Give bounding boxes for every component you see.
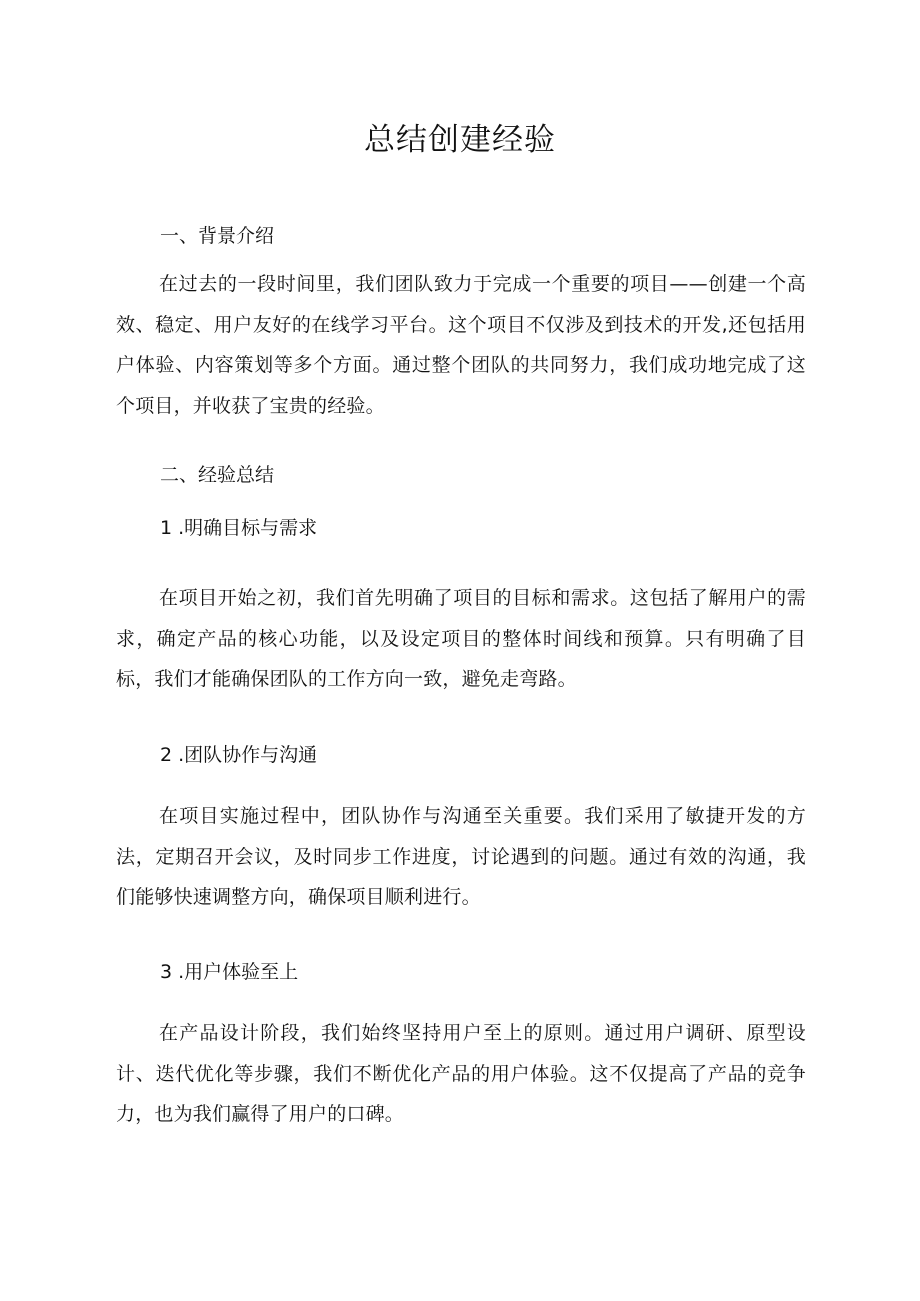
section-heading-summary: 二、经验总结	[160, 464, 275, 486]
subheading-teamwork: 2 .团队协作与沟通	[160, 744, 318, 766]
paragraph-goals: 在项目开始之初，我们首先明确了项目的目标和需求。这包括了解用户的需求，确定产品的核心功能，以及设定项目的整体时间线和预算。只有明确了目标，我们才能确保团队的工作方向一致，避免走弯路。	[116, 587, 806, 690]
paragraph-teamwork: 在项目实施过程中，团队协作与沟通至关重要。我们采用了敏捷开发的方法，定期召开会议，及时同步工作进度，讨论遇到的问题。通过有效的沟通，我们能够快速调整方向，确保项目顺利进行。	[116, 805, 806, 908]
paragraph-background: 在过去的一段时间里，我们团队致力于完成一个重要的项目——创建一个高效、稳定、用户友好的在线学习平台。这个项目不仅涉及到技术的开发,还包括用户体验、内容策划等多个方面。通过整个团队的共同努力，我们成功地完成了这个项目，并收获了宝贵的经验。	[116, 273, 806, 417]
subheading-goals: 1 .明确目标与需求	[160, 517, 318, 539]
paragraph-user-experience: 在产品设计阶段，我们始终坚持用户至上的原则。通过用户调研、原型设计、迭代优化等步骤，我们不断优化产品的用户体验。这不仅提高了产品的竞争力，也为我们赢得了用户的口碑。	[116, 1022, 806, 1125]
subheading-user-experience: 3 .用户体验至上	[160, 961, 299, 983]
section-heading-background: 一、背景介绍	[160, 225, 275, 247]
document-title: 总结创建经验	[364, 122, 556, 158]
